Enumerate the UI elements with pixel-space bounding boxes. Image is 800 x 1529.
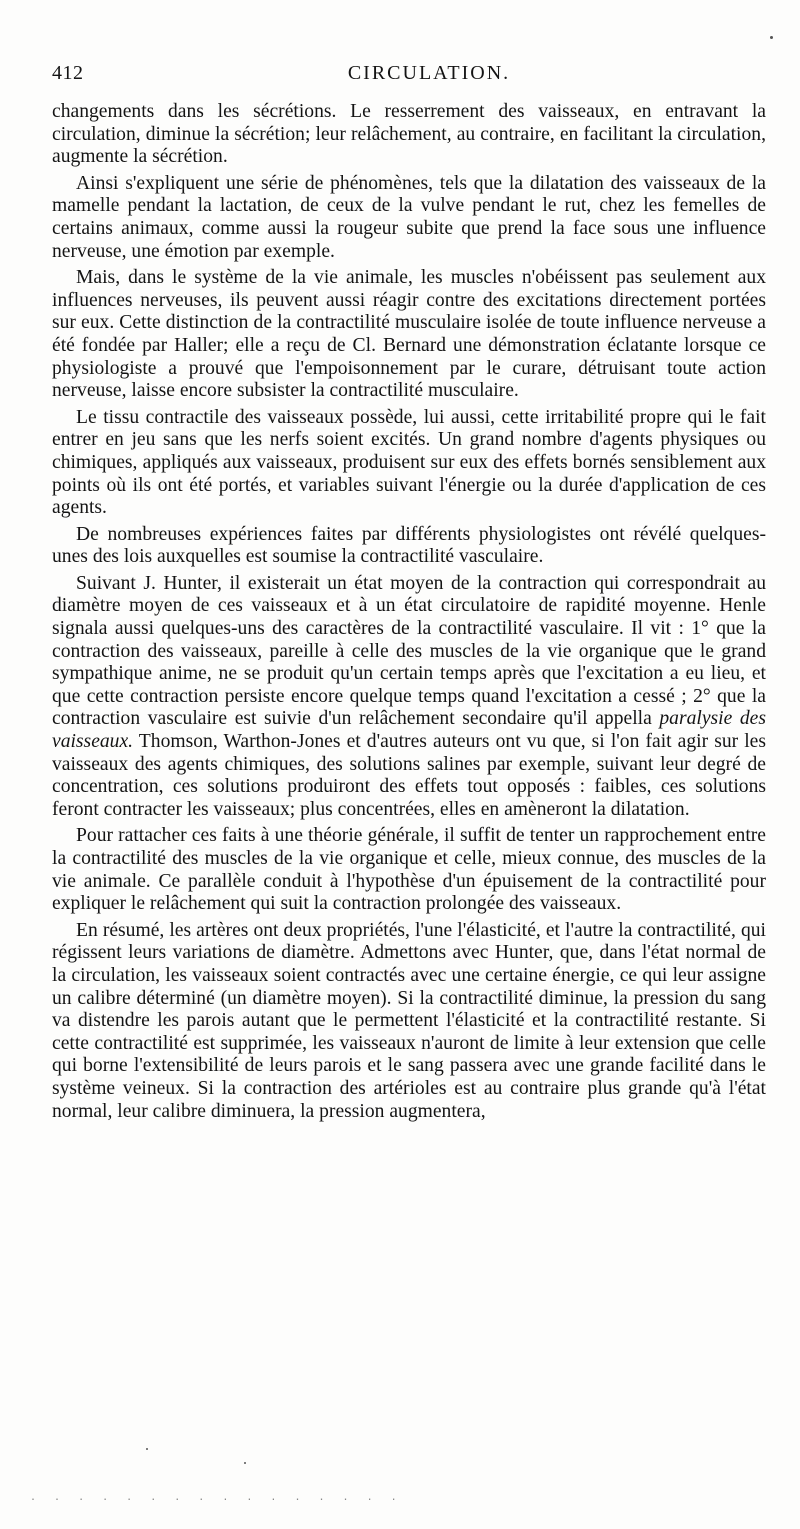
paragraph-5: De nombreuses expériences faites par différents physiologistes ont révélé quelques-unes des lois auxquelles est soumise la contractilité vasculaire. xyxy=(52,523,766,568)
paragraph-6 xyxy=(52,573,766,822)
paragraph-8: En résumé, les artères ont deux propriétés, l'une l'élasticité, et l'autre la contractilité, qui régissent leurs variations de diamètre. Admettons avec Hunter, que, dans l'état normal de la circulation, les vaisseaux soient contractés avec une certaine énergie, ce qui leur assigne un calibre déterminé (un diamètre moyen). Si la contractilité diminue, la pression du sang va distendre les parois autant que le permettent l'élasticité et la contractilité restante. Si cette contractilité est supprimée, les vaisseaux n'auront de limite à leur extension que celle qui borne l'extensibilité de leurs parois et le sang passera avec une grande facilité dans le système veineux. Si la contraction des artérioles est au contraire plus grande qu'à l'état normal, leur calibre diminuera, la pression augmentera, xyxy=(52,919,766,1122)
scan-speck xyxy=(244,1462,246,1464)
paragraph-6-text-b: Thomson, Warthon-Jones et d'autres auteurs ont vu que, si l'on fait agir sur les vaisseaux des agents chimiques, des solutions salines par exemple, suivant leur degré de concentration, ces solutions produiront des effets tout opposés : faibles, ces solutions feront contracter les vaisseaux; plus concentrées, elles en amèneront la dilatation. xyxy=(52,731,766,820)
scan-noise: . . . . . . . . . . . . . . . . xyxy=(30,1492,403,1503)
paragraph-3: Mais, dans le système de la vie animale, les muscles n'obéissent pas seulement aux influences nerveuses, ils peuvent aussi réagir contre des excitations directement portées sur eux. Cette distinction de la contractilité musculaire isolée de toute influence nerveuse a été fondée par Haller; elle a reçu de Cl. Bernard une démonstration éclatante lorsque ce physiologiste a prouvé que l'empoisonnement par le curare, détruisant toute action nerveuse, laisse encore subsister la contractilité musculaire. xyxy=(52,267,766,402)
scan-speck xyxy=(770,36,773,39)
paragraph-2: Ainsi s'expliquent une série de phénomènes, tels que la dilatation des vaisseaux de la mamelle pendant la lactation, de ceux de la vulve pendant le rut, chez les femelles de certains animaux, comme aussi la rougeur subite que prend la face sous une influence nerveuse, une émotion par exemple. xyxy=(52,172,766,262)
page-number: 412 xyxy=(52,62,84,84)
page-header xyxy=(52,56,766,96)
paragraph-6-text-a: Suivant J. Hunter, il existerait un état moyen de la contraction qui correspondrait au diamètre moyen de ces vaisseaux et à un état circulatoire de rapidité moyenne. Henle signala aussi quelques-uns des caractères de la contractilité vasculaire. Il vit : 1° que la contraction des vaisseaux, pareille à celle des muscles de la vie organique que le grand sympathique anime, ne se produit qu'un certain temps après que l'excitation a eu lieu, et que cette contraction persiste encore quelque temps quand l'excitation a cessé ; 2° que la contraction vasculaire est suivie d'un relâchement secondaire qu'il appella xyxy=(52,572,766,730)
body-text xyxy=(52,101,766,1127)
scan-speck xyxy=(146,1448,148,1450)
paragraph-4: Le tissu contractile des vaisseaux possède, lui aussi, cette irritabilité propre qui le fait entrer en jeu sans que les nerfs soient excités. Un grand nombre d'agents physiques ou chimiques, appliqués aux vaisseaux, produisent sur eux des effets bornés sensiblement aux points où ils ont été portés, et variables suivant l'énergie ou la durée d'application de ces agents. xyxy=(52,406,766,519)
paragraph-7: Pour rattacher ces faits à une théorie générale, il suffit de tenter un rapprochement entre la contractilité des muscles de la vie organique et celle, mieux connue, des muscles de la vie animale. Ce parallèle conduit à l'hypothèse d'un épuisement de la contractilité pour expliquer le relâchement qui suit la contraction prolongée des vaisseaux. xyxy=(52,825,766,915)
italic-term: paralysie des vaisseaux. xyxy=(52,708,766,753)
running-title: CIRCULATION. xyxy=(347,62,511,84)
paragraph-1: changements dans les sécrétions. Le resserrement des vaisseaux, en entravant la circulation, diminue la sécrétion; leur relâchement, au contraire, en facilitant la circulation, augmente la sécrétion. xyxy=(52,101,766,168)
